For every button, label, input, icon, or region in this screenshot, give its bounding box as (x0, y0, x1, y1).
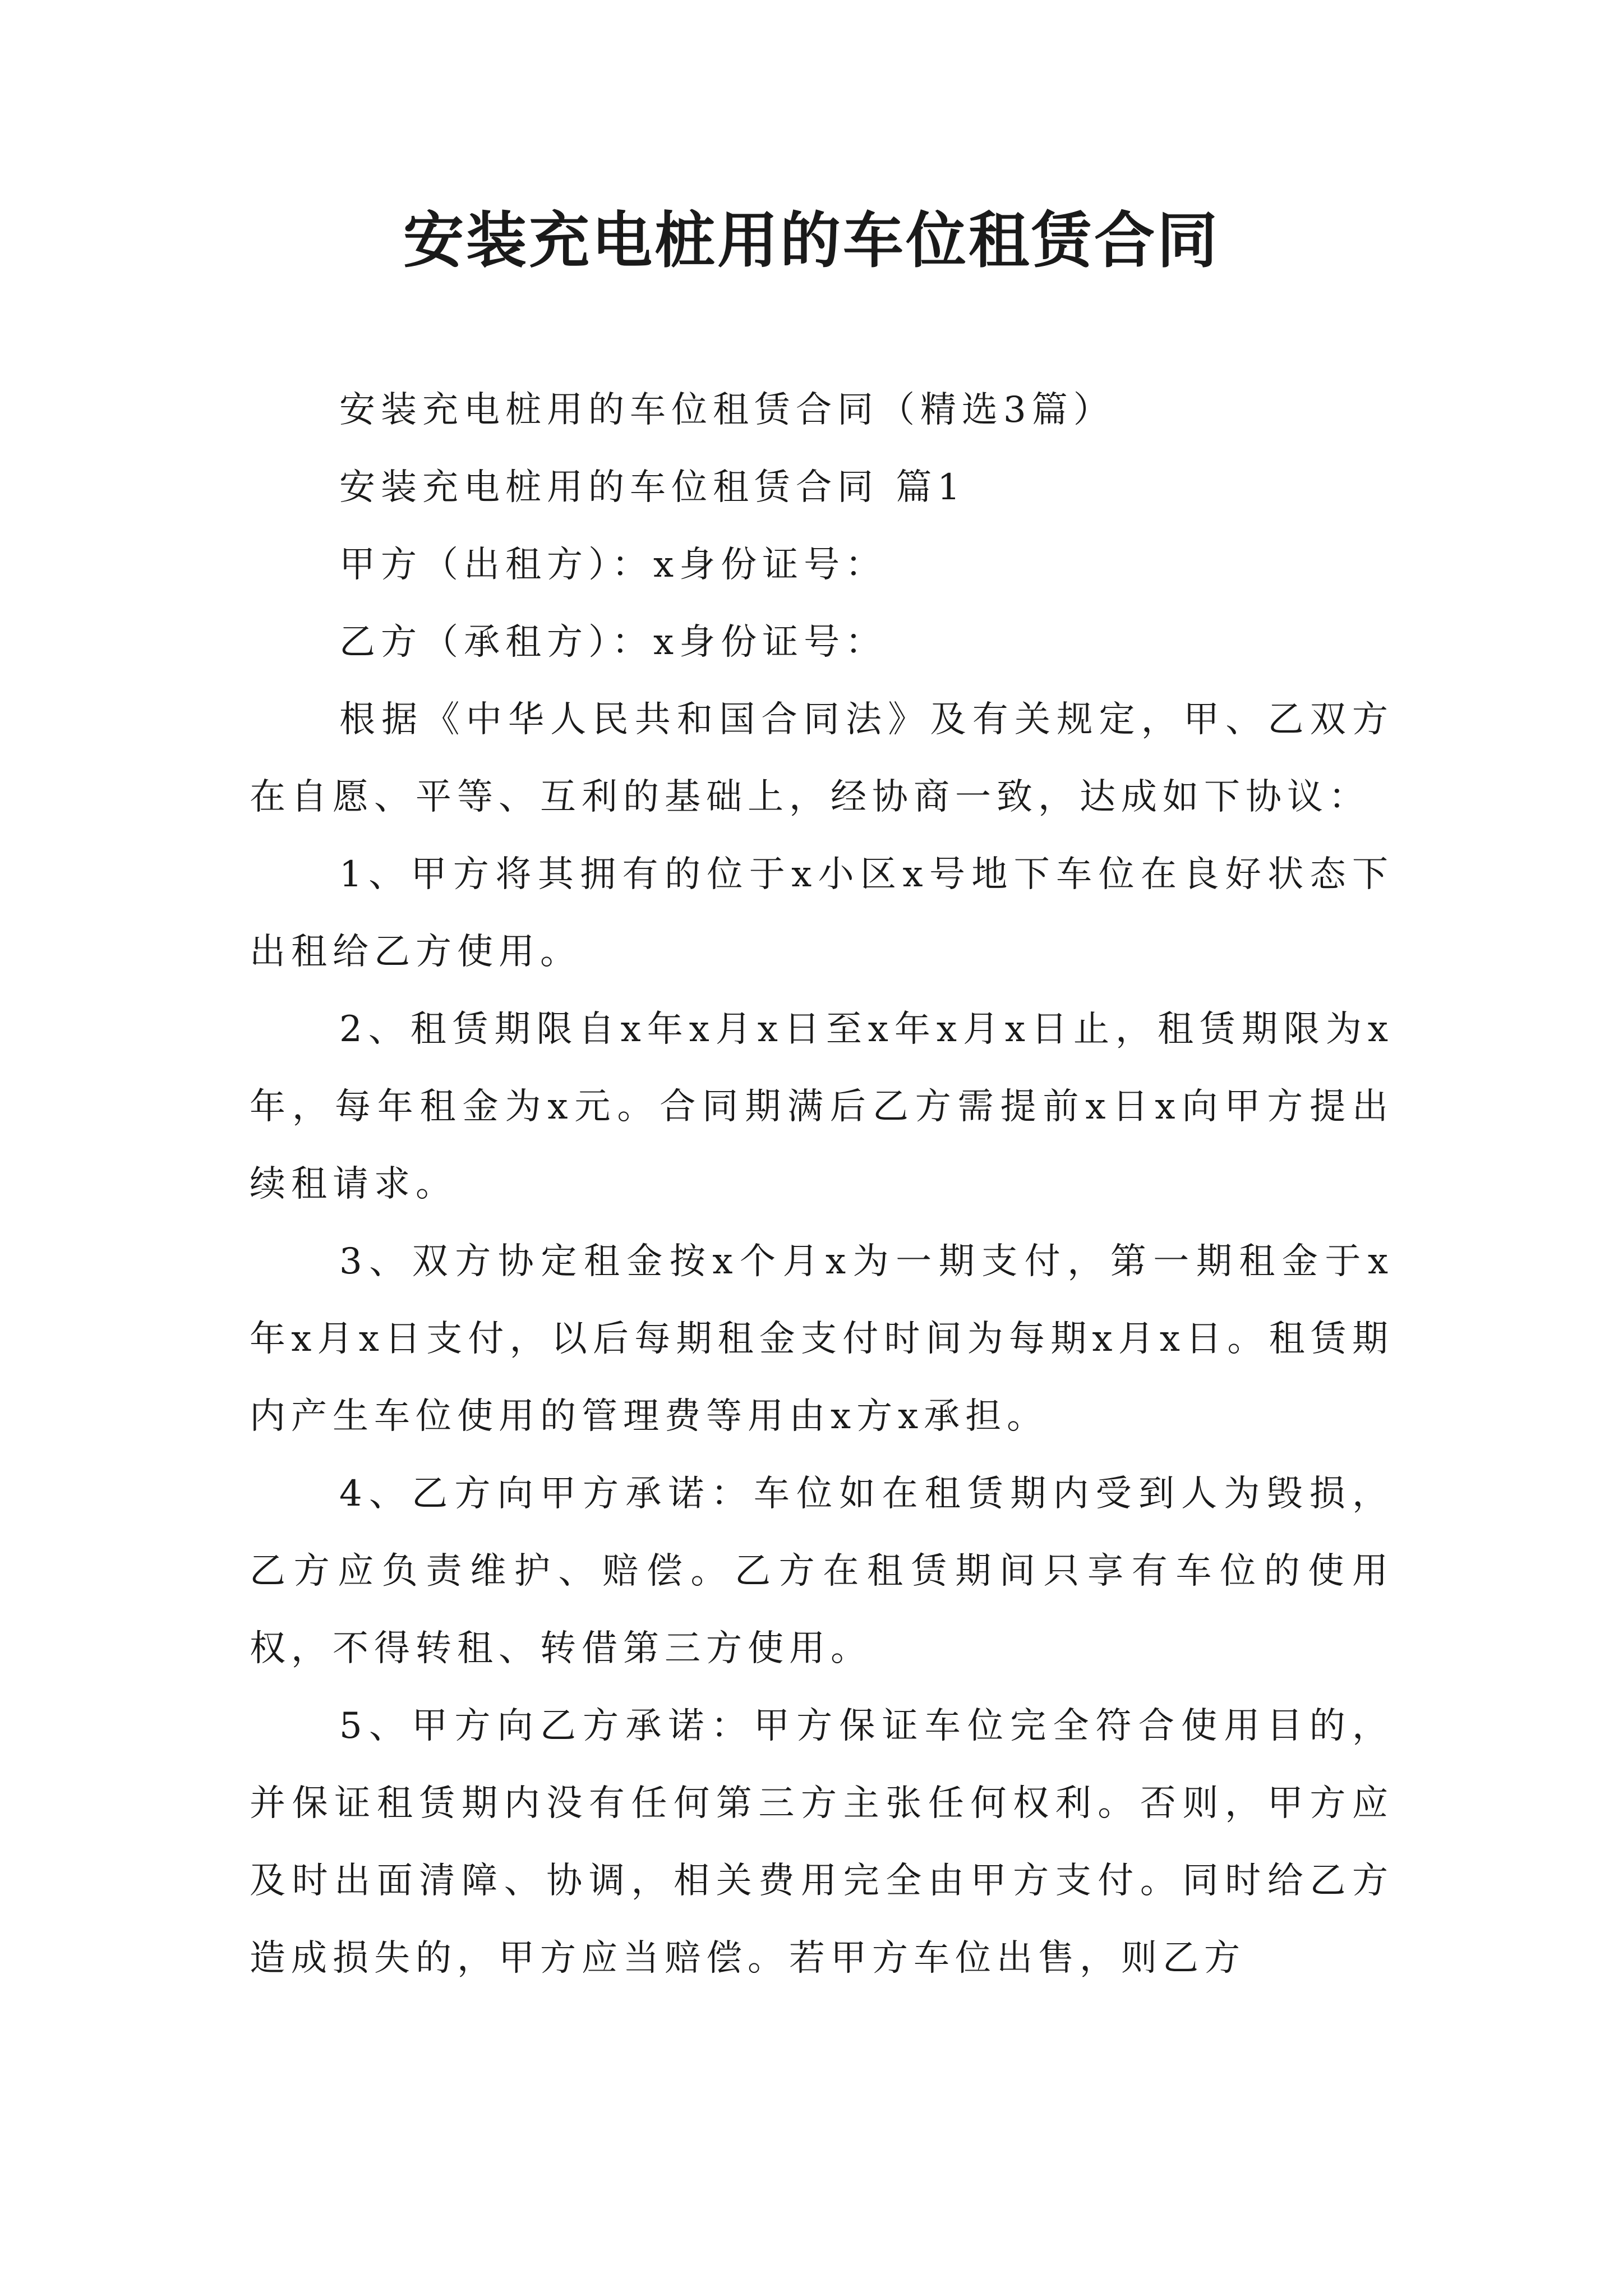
paragraph-clause-5: 5、甲方向乙方承诺：甲方保证车位完全符合使用目的，并保证租赁期内没有任何第三方主张任何权利。否则，甲方应及时出面清障、协调，相关费用完全由甲方支付。同时给乙方造成损失的，甲方应当赔偿。若甲方车位出售，则乙方 (250, 1705, 1394, 1979)
paragraph-clause-2: 2、租赁期限自x年x月x日至x年x月x日止，租赁期限为x年，每年租金为x元。合同期满后乙方需提前x日x向甲方提出续租请求。 (250, 1009, 1394, 1205)
paragraph-clause-3: 3、双方协定租金按x个月x为一期支付，第一期租金于x年x月x日支付，以后每期租金支付时间为每期x月x日。租赁期内产生车位使用的管理费等用由x方x承担。 (250, 1241, 1394, 1437)
paragraph-clause-1: 1、甲方将其拥有的位于x小区x号地下车位在良好状态下出租给乙方使用。 (250, 854, 1394, 973)
paragraph-section-heading: 安装充电桩用的车位租赁合同 篇1 (339, 467, 966, 508)
paragraph-party-a: 甲方（出租方）：x身份证号： (339, 544, 887, 586)
paragraph-clause-4: 4、乙方向甲方承诺：车位如在租赁期内受到人为毁损，乙方应负责维护、赔偿。乙方在租赁期间只享有车位的使用权，不得转租、转借第三方使用。 (250, 1473, 1394, 1669)
document-body (250, 371, 1394, 1997)
paragraph-party-b: 乙方（承租方）：x身份证号： (339, 622, 887, 663)
document-title: 安装充电桩用的车位租赁合同 (403, 206, 1220, 276)
paragraph-preamble: 根据《中华人民共和国合同法》及有关规定，甲、乙双方在自愿、平等、互利的基础上，经协商一致，达成如下协议： (250, 699, 1394, 818)
paragraph-subtitle: 安装充电桩用的车位租赁合同（精选3篇） (339, 389, 1115, 431)
